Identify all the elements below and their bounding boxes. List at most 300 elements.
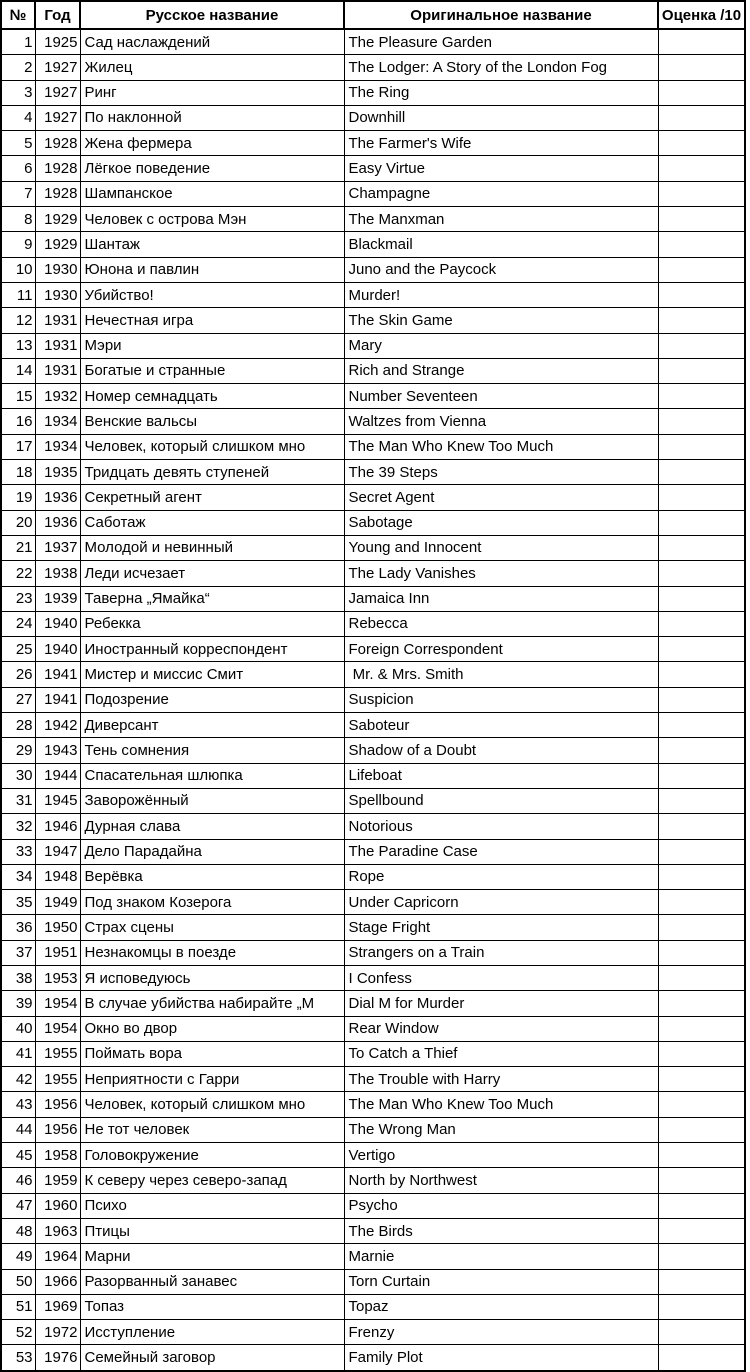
cell-original-title[interactable]: Champagne bbox=[344, 181, 658, 206]
cell-year[interactable]: 1925 bbox=[35, 29, 80, 55]
cell-rating[interactable] bbox=[658, 131, 745, 156]
cell-russian-title[interactable]: Жилец bbox=[80, 55, 344, 80]
table-row bbox=[1, 586, 745, 611]
header-row bbox=[1, 1, 745, 29]
cell-russian-title[interactable]: Тридцать девять ступеней bbox=[80, 460, 344, 485]
table-row bbox=[1, 637, 745, 662]
table-row bbox=[1, 460, 745, 485]
cell-number[interactable]: 29 bbox=[1, 738, 35, 763]
cell-rating[interactable] bbox=[658, 713, 745, 738]
cell-rating[interactable] bbox=[658, 1345, 745, 1371]
table-row bbox=[1, 156, 745, 181]
cell-original-title[interactable]: Marnie bbox=[344, 1244, 658, 1269]
cell-year[interactable]: 1937 bbox=[35, 535, 80, 560]
cell-number[interactable]: 22 bbox=[1, 561, 35, 586]
cell-year[interactable]: 1946 bbox=[35, 814, 80, 839]
cell-number[interactable]: 53 bbox=[1, 1345, 35, 1371]
cell-russian-title[interactable]: Тень сомнения bbox=[80, 738, 344, 763]
cell-year[interactable]: 1927 bbox=[35, 55, 80, 80]
cell-number[interactable]: 49 bbox=[1, 1244, 35, 1269]
cell-number[interactable]: 21 bbox=[1, 535, 35, 560]
cell-number[interactable]: 20 bbox=[1, 510, 35, 535]
cell-year[interactable]: 1954 bbox=[35, 1016, 80, 1041]
cell-original-title[interactable]: To Catch a Thief bbox=[344, 1041, 658, 1066]
cell-number[interactable]: 40 bbox=[1, 1016, 35, 1041]
col-header-rating[interactable]: Оценка /10 bbox=[658, 1, 745, 29]
cell-number[interactable]: 10 bbox=[1, 257, 35, 282]
cell-rating[interactable] bbox=[658, 637, 745, 662]
table-row bbox=[1, 1067, 745, 1092]
cell-original-title[interactable]: Dial M for Murder bbox=[344, 991, 658, 1016]
cell-number[interactable]: 7 bbox=[1, 181, 35, 206]
cell-original-title[interactable]: The Birds bbox=[344, 1218, 658, 1243]
cell-year[interactable]: 1931 bbox=[35, 358, 80, 383]
cell-rating[interactable] bbox=[658, 1067, 745, 1092]
cell-original-title[interactable]: Sabotage bbox=[344, 510, 658, 535]
cell-year[interactable]: 1929 bbox=[35, 207, 80, 232]
cell-russian-title[interactable]: Жена фермера bbox=[80, 131, 344, 156]
cell-original-title[interactable]: Saboteur bbox=[344, 713, 658, 738]
cell-rating[interactable] bbox=[658, 586, 745, 611]
cell-number[interactable]: 51 bbox=[1, 1294, 35, 1319]
cell-number[interactable]: 37 bbox=[1, 940, 35, 965]
cell-original-title[interactable]: Topaz bbox=[344, 1294, 658, 1319]
cell-number[interactable]: 45 bbox=[1, 1143, 35, 1168]
cell-year[interactable]: 1927 bbox=[35, 80, 80, 105]
table-row bbox=[1, 940, 745, 965]
cell-original-title[interactable]: I Confess bbox=[344, 965, 658, 990]
cell-original-title[interactable]: The Lodger: A Story of the London Fog bbox=[344, 55, 658, 80]
cell-original-title[interactable]: Spellbound bbox=[344, 788, 658, 813]
cell-russian-title[interactable]: Шантаж bbox=[80, 232, 344, 257]
cell-russian-title[interactable]: Человек, который слишком мно bbox=[80, 434, 344, 459]
cell-original-title[interactable]: The Pleasure Garden bbox=[344, 29, 658, 55]
cell-rating[interactable] bbox=[658, 991, 745, 1016]
col-header-number[interactable]: № bbox=[1, 1, 35, 29]
table-row bbox=[1, 232, 745, 257]
cell-year[interactable]: 1976 bbox=[35, 1345, 80, 1371]
cell-original-title[interactable]: The Ring bbox=[344, 80, 658, 105]
cell-number[interactable]: 39 bbox=[1, 991, 35, 1016]
cell-russian-title[interactable]: Сад наслаждений bbox=[80, 29, 344, 55]
cell-year[interactable]: 1939 bbox=[35, 586, 80, 611]
cell-original-title[interactable]: The Manxman bbox=[344, 207, 658, 232]
cell-russian-title[interactable]: Дурная слава bbox=[80, 814, 344, 839]
cell-rating[interactable] bbox=[658, 282, 745, 307]
cell-rating[interactable] bbox=[658, 434, 745, 459]
cell-number[interactable]: 16 bbox=[1, 409, 35, 434]
col-header-year[interactable]: Год bbox=[35, 1, 80, 29]
cell-rating[interactable] bbox=[658, 1016, 745, 1041]
cell-russian-title[interactable]: Саботаж bbox=[80, 510, 344, 535]
cell-original-title[interactable]: Waltzes from Vienna bbox=[344, 409, 658, 434]
cell-russian-title[interactable]: Подозрение bbox=[80, 687, 344, 712]
cell-rating[interactable] bbox=[658, 409, 745, 434]
cell-original-title[interactable]: Number Seventeen bbox=[344, 384, 658, 409]
cell-russian-title[interactable]: Страх сцены bbox=[80, 915, 344, 940]
cell-russian-title[interactable]: Секретный агент bbox=[80, 485, 344, 510]
cell-russian-title[interactable]: Верёвка bbox=[80, 864, 344, 889]
cell-rating[interactable] bbox=[658, 1193, 745, 1218]
cell-original-title[interactable]: The 39 Steps bbox=[344, 460, 658, 485]
cell-year[interactable]: 1935 bbox=[35, 460, 80, 485]
cell-russian-title[interactable]: Психо bbox=[80, 1193, 344, 1218]
table-row bbox=[1, 1168, 745, 1193]
table-row bbox=[1, 662, 745, 687]
cell-rating[interactable] bbox=[658, 662, 745, 687]
cell-year[interactable]: 1932 bbox=[35, 384, 80, 409]
cell-original-title[interactable]: The Skin Game bbox=[344, 308, 658, 333]
cell-original-title[interactable]: The Farmer's Wife bbox=[344, 131, 658, 156]
cell-russian-title[interactable]: Я исповедуюсь bbox=[80, 965, 344, 990]
cell-russian-title[interactable]: Поймать вора bbox=[80, 1041, 344, 1066]
cell-year[interactable]: 1951 bbox=[35, 940, 80, 965]
cell-russian-title[interactable]: Дело Парадайна bbox=[80, 839, 344, 864]
cell-number[interactable]: 28 bbox=[1, 713, 35, 738]
cell-original-title[interactable]: Torn Curtain bbox=[344, 1269, 658, 1294]
cell-rating[interactable] bbox=[658, 308, 745, 333]
cell-original-title[interactable]: Frenzy bbox=[344, 1320, 658, 1345]
cell-original-title[interactable]: The Trouble with Harry bbox=[344, 1067, 658, 1092]
cell-russian-title[interactable]: Ринг bbox=[80, 80, 344, 105]
cell-number[interactable]: 38 bbox=[1, 965, 35, 990]
cell-year[interactable]: 1953 bbox=[35, 965, 80, 990]
cell-year[interactable]: 1960 bbox=[35, 1193, 80, 1218]
cell-russian-title[interactable]: Богатые и странные bbox=[80, 358, 344, 383]
cell-russian-title[interactable]: Не тот человек bbox=[80, 1117, 344, 1142]
cell-number[interactable]: 17 bbox=[1, 434, 35, 459]
cell-rating[interactable] bbox=[658, 257, 745, 282]
cell-year[interactable]: 1930 bbox=[35, 257, 80, 282]
cell-year[interactable]: 1964 bbox=[35, 1244, 80, 1269]
cell-russian-title[interactable]: Мистер и миссис Смит bbox=[80, 662, 344, 687]
cell-russian-title[interactable]: К северу через северо-запад bbox=[80, 1168, 344, 1193]
cell-rating[interactable] bbox=[658, 864, 745, 889]
cell-original-title[interactable]: Rear Window bbox=[344, 1016, 658, 1041]
cell-year[interactable]: 1927 bbox=[35, 105, 80, 130]
cell-original-title[interactable]: Downhill bbox=[344, 105, 658, 130]
cell-year[interactable]: 1936 bbox=[35, 510, 80, 535]
cell-rating[interactable] bbox=[658, 181, 745, 206]
cell-number[interactable]: 42 bbox=[1, 1067, 35, 1092]
table-row bbox=[1, 814, 745, 839]
cell-year[interactable]: 1949 bbox=[35, 890, 80, 915]
cell-rating[interactable] bbox=[658, 738, 745, 763]
cell-number[interactable]: 14 bbox=[1, 358, 35, 383]
cell-number[interactable]: 4 bbox=[1, 105, 35, 130]
cell-number[interactable]: 11 bbox=[1, 282, 35, 307]
cell-rating[interactable] bbox=[658, 105, 745, 130]
table-row bbox=[1, 1269, 745, 1294]
cell-original-title[interactable]: Notorious bbox=[344, 814, 658, 839]
cell-russian-title[interactable]: Спасательная шлюпка bbox=[80, 763, 344, 788]
cell-year[interactable]: 1931 bbox=[35, 333, 80, 358]
cell-number[interactable]: 18 bbox=[1, 460, 35, 485]
cell-rating[interactable] bbox=[658, 207, 745, 232]
cell-number[interactable]: 15 bbox=[1, 384, 35, 409]
cell-number[interactable]: 33 bbox=[1, 839, 35, 864]
cell-original-title[interactable]: Under Capricorn bbox=[344, 890, 658, 915]
cell-russian-title[interactable]: Юнона и павлин bbox=[80, 257, 344, 282]
cell-original-title[interactable]: Rebecca bbox=[344, 611, 658, 636]
cell-number[interactable]: 6 bbox=[1, 156, 35, 181]
cell-year[interactable]: 1928 bbox=[35, 156, 80, 181]
table-row bbox=[1, 131, 745, 156]
cell-rating[interactable] bbox=[658, 535, 745, 560]
cell-russian-title[interactable]: Мэри bbox=[80, 333, 344, 358]
cell-original-title[interactable]: Suspicion bbox=[344, 687, 658, 712]
cell-year[interactable]: 1940 bbox=[35, 637, 80, 662]
cell-number[interactable]: 36 bbox=[1, 915, 35, 940]
cell-year[interactable]: 1941 bbox=[35, 687, 80, 712]
cell-number[interactable]: 27 bbox=[1, 687, 35, 712]
cell-rating[interactable] bbox=[658, 1092, 745, 1117]
cell-russian-title[interactable]: В случае убийства набирайте „М bbox=[80, 991, 344, 1016]
cell-original-title[interactable]: Juno and the Paycock bbox=[344, 257, 658, 282]
cell-number[interactable]: 8 bbox=[1, 207, 35, 232]
cell-rating[interactable] bbox=[658, 1294, 745, 1319]
cell-rating[interactable] bbox=[658, 333, 745, 358]
cell-original-title[interactable]: Strangers on a Train bbox=[344, 940, 658, 965]
cell-russian-title[interactable]: Иностранный корреспондент bbox=[80, 637, 344, 662]
cell-number[interactable]: 46 bbox=[1, 1168, 35, 1193]
cell-original-title[interactable]: Family Plot bbox=[344, 1345, 658, 1371]
cell-russian-title[interactable]: Леди исчезает bbox=[80, 561, 344, 586]
cell-year[interactable]: 1956 bbox=[35, 1092, 80, 1117]
cell-rating[interactable] bbox=[658, 788, 745, 813]
cell-rating[interactable] bbox=[658, 687, 745, 712]
cell-year[interactable]: 1940 bbox=[35, 611, 80, 636]
cell-rating[interactable] bbox=[658, 1244, 745, 1269]
cell-number[interactable]: 2 bbox=[1, 55, 35, 80]
cell-rating[interactable] bbox=[658, 232, 745, 257]
cell-original-title[interactable]: Shadow of a Doubt bbox=[344, 738, 658, 763]
cell-russian-title[interactable]: Шампанское bbox=[80, 181, 344, 206]
cell-number[interactable]: 24 bbox=[1, 611, 35, 636]
cell-original-title[interactable]: Jamaica Inn bbox=[344, 586, 658, 611]
cell-rating[interactable] bbox=[658, 384, 745, 409]
cell-year[interactable]: 1938 bbox=[35, 561, 80, 586]
cell-rating[interactable] bbox=[658, 510, 745, 535]
cell-year[interactable]: 1934 bbox=[35, 409, 80, 434]
table-row bbox=[1, 611, 745, 636]
cell-original-title[interactable]: Blackmail bbox=[344, 232, 658, 257]
table-row bbox=[1, 535, 745, 560]
cell-rating[interactable] bbox=[658, 1168, 745, 1193]
cell-number[interactable]: 52 bbox=[1, 1320, 35, 1345]
cell-original-title[interactable]: The Man Who Knew Too Much bbox=[344, 1092, 658, 1117]
cell-russian-title[interactable]: Таверна „Ямайка“ bbox=[80, 586, 344, 611]
cell-russian-title[interactable]: Человек, который слишком мно bbox=[80, 1092, 344, 1117]
cell-year[interactable]: 1969 bbox=[35, 1294, 80, 1319]
cell-original-title[interactable]: Rope bbox=[344, 864, 658, 889]
cell-rating[interactable] bbox=[658, 611, 745, 636]
cell-year[interactable]: 1963 bbox=[35, 1218, 80, 1243]
cell-number[interactable]: 9 bbox=[1, 232, 35, 257]
cell-number[interactable]: 19 bbox=[1, 485, 35, 510]
cell-rating[interactable] bbox=[658, 29, 745, 55]
cell-russian-title[interactable]: Заворожённый bbox=[80, 788, 344, 813]
cell-original-title[interactable]: The Man Who Knew Too Much bbox=[344, 434, 658, 459]
table-row bbox=[1, 713, 745, 738]
cell-original-title[interactable]: Foreign Correspondent bbox=[344, 637, 658, 662]
cell-rating[interactable] bbox=[658, 1320, 745, 1345]
cell-year[interactable]: 1931 bbox=[35, 308, 80, 333]
cell-rating[interactable] bbox=[658, 1218, 745, 1243]
cell-number[interactable]: 32 bbox=[1, 814, 35, 839]
cell-original-title[interactable]: Easy Virtue bbox=[344, 156, 658, 181]
table-row bbox=[1, 333, 745, 358]
cell-russian-title[interactable]: Венские вальсы bbox=[80, 409, 344, 434]
table-row bbox=[1, 991, 745, 1016]
cell-russian-title[interactable]: По наклонной bbox=[80, 105, 344, 130]
cell-russian-title[interactable]: Лёгкое поведение bbox=[80, 156, 344, 181]
cell-rating[interactable] bbox=[658, 156, 745, 181]
cell-original-title[interactable]: Young and Innocent bbox=[344, 535, 658, 560]
cell-number[interactable]: 25 bbox=[1, 637, 35, 662]
cell-year[interactable]: 1930 bbox=[35, 282, 80, 307]
cell-original-title[interactable]: Mr. & Mrs. Smith bbox=[344, 662, 658, 687]
cell-original-title[interactable]: The Lady Vanishes bbox=[344, 561, 658, 586]
cell-year[interactable]: 1936 bbox=[35, 485, 80, 510]
cell-russian-title[interactable]: Головокружение bbox=[80, 1143, 344, 1168]
cell-original-title[interactable]: Murder! bbox=[344, 282, 658, 307]
cell-number[interactable]: 43 bbox=[1, 1092, 35, 1117]
cell-number[interactable]: 41 bbox=[1, 1041, 35, 1066]
table-row bbox=[1, 105, 745, 130]
cell-year[interactable]: 1928 bbox=[35, 181, 80, 206]
cell-rating[interactable] bbox=[658, 561, 745, 586]
cell-year[interactable]: 1934 bbox=[35, 434, 80, 459]
cell-original-title[interactable]: Secret Agent bbox=[344, 485, 658, 510]
cell-russian-title[interactable]: Человек с острова Мэн bbox=[80, 207, 344, 232]
cell-year[interactable]: 1944 bbox=[35, 763, 80, 788]
cell-rating[interactable] bbox=[658, 1041, 745, 1066]
cell-number[interactable]: 48 bbox=[1, 1218, 35, 1243]
cell-russian-title[interactable]: Номер семнадцать bbox=[80, 384, 344, 409]
table-row bbox=[1, 55, 745, 80]
cell-russian-title[interactable]: Разорванный занавес bbox=[80, 1269, 344, 1294]
cell-original-title[interactable]: North by Northwest bbox=[344, 1168, 658, 1193]
table-row bbox=[1, 1218, 745, 1243]
cell-original-title[interactable]: The Paradine Case bbox=[344, 839, 658, 864]
cell-number[interactable]: 1 bbox=[1, 29, 35, 55]
cell-number[interactable]: 30 bbox=[1, 763, 35, 788]
cell-rating[interactable] bbox=[658, 940, 745, 965]
cell-russian-title[interactable]: Неприятности с Гарри bbox=[80, 1067, 344, 1092]
cell-original-title[interactable]: Lifeboat bbox=[344, 763, 658, 788]
cell-russian-title[interactable]: Ребекка bbox=[80, 611, 344, 636]
cell-rating[interactable] bbox=[658, 358, 745, 383]
col-header-russian-title[interactable]: Русское название bbox=[80, 1, 344, 29]
table-row bbox=[1, 434, 745, 459]
cell-rating[interactable] bbox=[658, 80, 745, 105]
cell-number[interactable]: 34 bbox=[1, 864, 35, 889]
cell-year[interactable]: 1942 bbox=[35, 713, 80, 738]
cell-rating[interactable] bbox=[658, 915, 745, 940]
cell-number[interactable]: 35 bbox=[1, 890, 35, 915]
table-row bbox=[1, 561, 745, 586]
cell-original-title[interactable]: Vertigo bbox=[344, 1143, 658, 1168]
cell-number[interactable]: 12 bbox=[1, 308, 35, 333]
cell-rating[interactable] bbox=[658, 763, 745, 788]
cell-russian-title[interactable]: Незнакомцы в поезде bbox=[80, 940, 344, 965]
cell-rating[interactable] bbox=[658, 1269, 745, 1294]
cell-russian-title[interactable]: Окно во двор bbox=[80, 1016, 344, 1041]
cell-rating[interactable] bbox=[658, 890, 745, 915]
cell-year[interactable]: 1929 bbox=[35, 232, 80, 257]
cell-rating[interactable] bbox=[658, 1117, 745, 1142]
cell-rating[interactable] bbox=[658, 839, 745, 864]
cell-number[interactable]: 44 bbox=[1, 1117, 35, 1142]
cell-number[interactable]: 3 bbox=[1, 80, 35, 105]
cell-year[interactable]: 1959 bbox=[35, 1168, 80, 1193]
cell-original-title[interactable]: Mary bbox=[344, 333, 658, 358]
cell-original-title[interactable]: The Wrong Man bbox=[344, 1117, 658, 1142]
cell-year[interactable]: 1956 bbox=[35, 1117, 80, 1142]
cell-year[interactable]: 1955 bbox=[35, 1067, 80, 1092]
cell-rating[interactable] bbox=[658, 55, 745, 80]
table-row bbox=[1, 257, 745, 282]
table-body bbox=[1, 29, 745, 1371]
cell-russian-title[interactable]: Убийство! bbox=[80, 282, 344, 307]
cell-original-title[interactable]: Stage Fright bbox=[344, 915, 658, 940]
cell-russian-title[interactable]: Исступление bbox=[80, 1320, 344, 1345]
cell-russian-title[interactable]: Семейный заговор bbox=[80, 1345, 344, 1371]
cell-russian-title[interactable]: Топаз bbox=[80, 1294, 344, 1319]
cell-year[interactable]: 1948 bbox=[35, 864, 80, 889]
table-row bbox=[1, 864, 745, 889]
cell-year[interactable]: 1928 bbox=[35, 131, 80, 156]
cell-year[interactable]: 1950 bbox=[35, 915, 80, 940]
cell-number[interactable]: 5 bbox=[1, 131, 35, 156]
cell-russian-title[interactable]: Марни bbox=[80, 1244, 344, 1269]
cell-year[interactable]: 1955 bbox=[35, 1041, 80, 1066]
cell-rating[interactable] bbox=[658, 965, 745, 990]
cell-russian-title[interactable]: Нечестная игра bbox=[80, 308, 344, 333]
table-row bbox=[1, 485, 745, 510]
cell-number[interactable]: 23 bbox=[1, 586, 35, 611]
cell-number[interactable]: 31 bbox=[1, 788, 35, 813]
cell-rating[interactable] bbox=[658, 460, 745, 485]
cell-number[interactable]: 26 bbox=[1, 662, 35, 687]
col-header-original-title[interactable]: Оригинальное название bbox=[344, 1, 658, 29]
cell-year[interactable]: 1947 bbox=[35, 839, 80, 864]
table-row bbox=[1, 738, 745, 763]
cell-number[interactable]: 50 bbox=[1, 1269, 35, 1294]
cell-russian-title[interactable]: Под знаком Козерога bbox=[80, 890, 344, 915]
cell-year[interactable]: 1941 bbox=[35, 662, 80, 687]
cell-russian-title[interactable]: Птицы bbox=[80, 1218, 344, 1243]
cell-year[interactable]: 1958 bbox=[35, 1143, 80, 1168]
table-row bbox=[1, 763, 745, 788]
cell-original-title[interactable]: Rich and Strange bbox=[344, 358, 658, 383]
cell-year[interactable]: 1943 bbox=[35, 738, 80, 763]
cell-russian-title[interactable]: Диверсант bbox=[80, 713, 344, 738]
cell-rating[interactable] bbox=[658, 1143, 745, 1168]
cell-year[interactable]: 1972 bbox=[35, 1320, 80, 1345]
cell-year[interactable]: 1954 bbox=[35, 991, 80, 1016]
cell-year[interactable]: 1966 bbox=[35, 1269, 80, 1294]
cell-rating[interactable] bbox=[658, 814, 745, 839]
cell-year[interactable]: 1945 bbox=[35, 788, 80, 813]
cell-original-title[interactable]: Psycho bbox=[344, 1193, 658, 1218]
cell-number[interactable]: 13 bbox=[1, 333, 35, 358]
cell-russian-title[interactable]: Молодой и невинный bbox=[80, 535, 344, 560]
cell-number[interactable]: 47 bbox=[1, 1193, 35, 1218]
cell-rating[interactable] bbox=[658, 485, 745, 510]
table-row bbox=[1, 207, 745, 232]
